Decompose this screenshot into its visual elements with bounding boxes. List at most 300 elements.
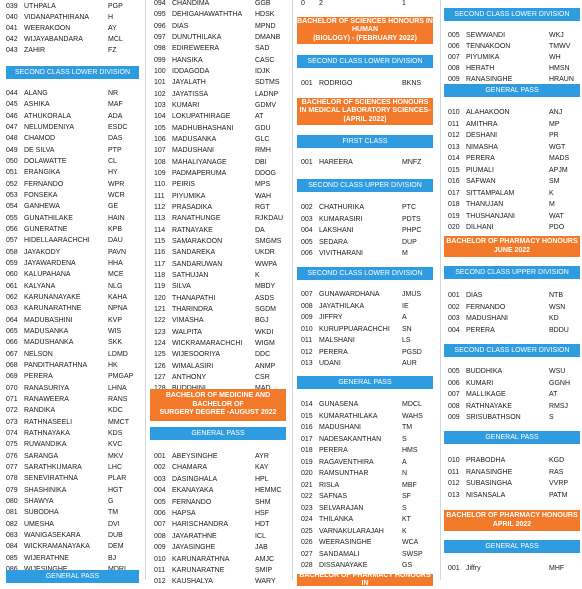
list-item bbox=[148, 89, 291, 100]
list-item bbox=[442, 290, 582, 301]
list-item bbox=[148, 100, 291, 111]
student-number: 115 bbox=[154, 237, 166, 245]
student-initials: ASDS bbox=[255, 294, 275, 302]
student-surname: SRISUBATHSON bbox=[466, 414, 521, 421]
student-initials: PDTS bbox=[402, 215, 421, 223]
list-item bbox=[148, 179, 291, 190]
student-number: 015 bbox=[448, 166, 460, 174]
student-number: 121 bbox=[154, 305, 166, 313]
student-surname: SHASHINIKA bbox=[24, 486, 67, 494]
student-surname: GANHEWA bbox=[24, 203, 60, 211]
student-surname: VIVITHARANI bbox=[319, 250, 363, 257]
list-item bbox=[295, 549, 439, 560]
student-surname: RANDIKA bbox=[24, 407, 56, 415]
student-surname: PEIRIS bbox=[172, 181, 195, 189]
list-item bbox=[0, 133, 145, 144]
student-initials: SGDM bbox=[255, 305, 276, 313]
student-initials: LS bbox=[402, 337, 411, 344]
list-item bbox=[0, 23, 145, 34]
student-initials: JMUS bbox=[402, 291, 422, 298]
program-header: BACHELOR OF SCIENCES HONOURS IN HUMAN (BIOLOGY) - (FEBRUARY 2022) bbox=[297, 17, 433, 44]
student-number: 120 bbox=[154, 294, 166, 302]
student-initials: MBDY bbox=[255, 283, 276, 291]
list-item bbox=[295, 301, 439, 312]
list-item bbox=[442, 199, 582, 210]
student-number: 045 bbox=[6, 101, 18, 109]
list-item bbox=[0, 1, 145, 12]
student-initials: KT bbox=[402, 516, 411, 523]
student-surname: LOKUPATHIRAGE bbox=[172, 113, 231, 121]
student-initials: BDDU bbox=[549, 326, 569, 334]
student-surname: KALYANA bbox=[24, 282, 56, 290]
student-initials: SF bbox=[402, 493, 411, 500]
list-item bbox=[295, 347, 439, 358]
student-surname: ABEYSINGHE bbox=[172, 453, 218, 460]
student-number: 003 bbox=[154, 475, 166, 483]
list-item bbox=[295, 526, 439, 537]
list-item bbox=[442, 389, 582, 400]
student-initials: 1 bbox=[402, 0, 406, 7]
student-initials: HK bbox=[108, 361, 118, 369]
student-number: 126 bbox=[154, 362, 166, 370]
student-surname: KAUSHALYA bbox=[172, 578, 213, 586]
student-number: 078 bbox=[6, 475, 18, 483]
student-initials: MHF bbox=[549, 565, 565, 572]
student-initials: BKNS bbox=[402, 80, 422, 87]
student-initials: UKDR bbox=[255, 249, 275, 257]
student-initials: SMIP bbox=[255, 567, 273, 574]
student-surname: WIJESOORIYA bbox=[172, 351, 221, 359]
student-number: 016 bbox=[301, 424, 313, 431]
student-surname: RATHNAYAKE bbox=[466, 402, 512, 410]
student-surname: THUSHANJANI bbox=[466, 212, 516, 220]
student-number: 010 bbox=[301, 325, 313, 333]
student-surname: WALPITA bbox=[172, 328, 202, 336]
student-number: 104 bbox=[154, 113, 166, 121]
student-number: 047 bbox=[6, 123, 18, 131]
list-item bbox=[295, 537, 439, 548]
list-item bbox=[442, 165, 582, 176]
student-surname: SANDAMALI bbox=[319, 550, 360, 558]
list-item bbox=[148, 225, 291, 236]
list-item bbox=[148, 157, 291, 168]
student-number: 096 bbox=[154, 22, 166, 30]
list-item bbox=[442, 130, 582, 141]
list-item bbox=[148, 0, 291, 9]
student-surname: WEERASINGHE bbox=[319, 539, 372, 546]
student-surname: LAKSHANI bbox=[319, 227, 354, 234]
list-item bbox=[442, 563, 582, 574]
list-item bbox=[0, 201, 145, 212]
student-initials: TM bbox=[108, 509, 119, 517]
list-item bbox=[148, 281, 291, 292]
student-initials: G bbox=[108, 497, 114, 505]
student-initials: S bbox=[402, 435, 407, 443]
list-item bbox=[0, 315, 145, 326]
list-item bbox=[148, 191, 291, 202]
student-surname: JAYASINGHE bbox=[172, 544, 216, 552]
student-surname: MADUSANKA bbox=[24, 327, 69, 335]
student-surname: JAYARATHNE bbox=[172, 532, 217, 540]
student-initials: SN bbox=[402, 325, 412, 333]
list-item bbox=[0, 88, 145, 99]
student-initials: KVP bbox=[108, 316, 123, 324]
list-item bbox=[0, 99, 145, 110]
student-surname: KARUNARATNE bbox=[172, 567, 225, 574]
student-surname: UMESHA bbox=[24, 520, 54, 528]
student-initials: DVI bbox=[108, 520, 120, 528]
student-surname: SANDARUWAN bbox=[172, 260, 223, 268]
student-surname: RAGAVENTHIRA bbox=[319, 458, 374, 466]
student-initials: MNFZ bbox=[402, 159, 422, 166]
student-number: 001 bbox=[154, 453, 166, 460]
list-item bbox=[0, 349, 145, 360]
list-item bbox=[0, 541, 145, 552]
student-initials: KD bbox=[549, 315, 559, 322]
student-surname: MADHUBHASHANI bbox=[172, 124, 234, 132]
student-initials: M bbox=[402, 250, 408, 257]
student-initials: WKJ bbox=[549, 32, 564, 39]
student-initials: MCE bbox=[108, 271, 124, 279]
student-number: 001 bbox=[448, 292, 460, 299]
list-item bbox=[148, 451, 291, 462]
list-item bbox=[148, 565, 291, 576]
student-initials: SAD bbox=[255, 45, 270, 53]
student-initials: RGT bbox=[255, 203, 270, 211]
student-initials: HDSK bbox=[255, 11, 275, 19]
student-surname: RAMSUNTHAR bbox=[319, 470, 369, 477]
student-initials: CL bbox=[108, 157, 117, 165]
list-item bbox=[0, 281, 145, 292]
student-initials: WPR bbox=[108, 180, 125, 188]
student-initials: KDC bbox=[108, 407, 123, 415]
student-surname: RISLA bbox=[319, 481, 340, 489]
list-item bbox=[0, 213, 145, 224]
student-number: 081 bbox=[6, 509, 18, 517]
student-number: 064 bbox=[6, 316, 18, 324]
student-number: 094 bbox=[154, 0, 166, 7]
list-item bbox=[0, 507, 145, 518]
list-item bbox=[0, 360, 145, 371]
student-number: 100 bbox=[154, 67, 166, 75]
student-initials: A bbox=[402, 458, 407, 466]
student-initials: AT bbox=[549, 391, 558, 398]
student-surname: CHAMARA bbox=[172, 464, 208, 472]
student-number: 070 bbox=[6, 384, 18, 392]
list-item bbox=[442, 325, 582, 336]
student-surname: PRABODHA bbox=[466, 457, 506, 464]
section-header: SECOND CLASS LOWER DIVISION bbox=[444, 8, 580, 21]
student-initials: S bbox=[549, 414, 554, 421]
student-initials: KGD bbox=[549, 457, 565, 464]
student-number: 101 bbox=[154, 79, 166, 87]
student-surname: PANDITHARATHNA bbox=[24, 361, 88, 369]
student-initials: HDT bbox=[255, 521, 270, 529]
list-item bbox=[442, 412, 582, 423]
student-initials: KDS bbox=[108, 429, 123, 437]
list-item bbox=[148, 21, 291, 32]
list-item bbox=[148, 134, 291, 145]
student-number: 001 bbox=[301, 159, 313, 166]
student-number: 102 bbox=[154, 90, 166, 98]
student-number: 124 bbox=[154, 339, 166, 347]
student-number: 026 bbox=[301, 539, 313, 546]
program-header: BACHELOR OF MEDICINE AND BACHELOR OF SURGERY DEGREE -AUGUST 2022 bbox=[150, 389, 286, 421]
student-surname: VIDANAPATHIRANA bbox=[24, 14, 90, 21]
student-surname: FERNANDO bbox=[466, 303, 506, 311]
student-number: 028 bbox=[301, 562, 313, 569]
student-initials: K bbox=[549, 189, 554, 197]
student-surname: NADESAKANTHAN bbox=[319, 435, 382, 443]
list-item bbox=[295, 324, 439, 335]
list-item bbox=[148, 66, 291, 77]
column-divider bbox=[440, 0, 441, 580]
student-number: 019 bbox=[301, 458, 313, 466]
student-surname: DILHANI bbox=[466, 224, 494, 231]
list-item bbox=[295, 503, 439, 514]
student-number: 019 bbox=[448, 212, 460, 220]
student-initials: MP bbox=[549, 120, 560, 128]
student-surname: VARNAKULARAJAH bbox=[319, 527, 384, 535]
student-number: 040 bbox=[6, 14, 18, 21]
student-initials: WIGM bbox=[255, 339, 275, 347]
student-surname: FONSEKA bbox=[24, 191, 58, 199]
list-item bbox=[0, 417, 145, 428]
student-number: 056 bbox=[6, 225, 18, 233]
list-item bbox=[295, 312, 439, 323]
list-item bbox=[295, 491, 439, 502]
student-surname: ALANG bbox=[24, 90, 48, 97]
student-number: 002 bbox=[448, 303, 460, 311]
student-number: 071 bbox=[6, 395, 18, 403]
student-initials: SM bbox=[549, 178, 560, 185]
student-number: 009 bbox=[448, 76, 460, 83]
list-item bbox=[0, 247, 145, 258]
student-initials: PDO bbox=[549, 224, 565, 231]
student-surname: JAYALATH bbox=[172, 79, 206, 87]
student-number: 009 bbox=[301, 314, 313, 321]
student-initials: DDC bbox=[255, 351, 271, 359]
student-number: 011 bbox=[448, 468, 460, 476]
student-surname: MADUSHANI bbox=[466, 315, 509, 322]
student-initials: MMCT bbox=[108, 418, 129, 426]
list-item bbox=[442, 467, 582, 478]
list-item bbox=[0, 337, 145, 348]
student-surname: HERATH bbox=[466, 65, 495, 72]
list-item bbox=[148, 293, 291, 304]
student-initials: GE bbox=[108, 203, 119, 211]
student-surname: GUNERATNE bbox=[24, 225, 68, 233]
student-surname: HIDELLAARACHCHI bbox=[24, 237, 90, 245]
student-number: 002 bbox=[301, 204, 313, 211]
student-number: 004 bbox=[154, 487, 166, 495]
list-item bbox=[148, 485, 291, 496]
student-initials: HEMMC bbox=[255, 487, 282, 495]
student-initials: CASC bbox=[255, 56, 275, 64]
student-surname: DE SILVA bbox=[24, 146, 55, 154]
student-surname: HAREERA bbox=[319, 159, 353, 166]
student-number: 007 bbox=[448, 391, 460, 398]
student-surname: WIJAYABANDARA bbox=[24, 36, 83, 43]
section-header: FIRST CLASS bbox=[297, 135, 433, 148]
list-item bbox=[0, 235, 145, 246]
student-surname: TENNAKOON bbox=[466, 43, 511, 50]
student-surname: PIUMALI bbox=[466, 166, 495, 174]
student-surname: VIMASHA bbox=[172, 317, 204, 325]
section-header: SECOND CLASS LOWER DIVISION bbox=[297, 267, 433, 280]
student-number: 053 bbox=[6, 191, 18, 199]
list-item bbox=[0, 485, 145, 496]
student-initials: HMS bbox=[402, 447, 418, 454]
student-surname: UDANI bbox=[319, 360, 341, 367]
student-number: 001 bbox=[448, 565, 460, 572]
student-initials: DMANB bbox=[255, 33, 281, 41]
student-number: 013 bbox=[448, 143, 460, 151]
student-surname: RATHNASEELI bbox=[24, 418, 73, 426]
list-item bbox=[442, 107, 582, 118]
student-initials: DBI bbox=[255, 158, 267, 166]
student-initials: AT bbox=[255, 113, 264, 121]
student-initials: KPB bbox=[108, 225, 123, 233]
student-initials: PR bbox=[549, 132, 559, 139]
student-number: 052 bbox=[6, 180, 18, 188]
list-item bbox=[0, 45, 145, 56]
list-item bbox=[0, 179, 145, 190]
student-initials: ADA bbox=[108, 112, 123, 120]
student-surname: SATHUJAN bbox=[172, 271, 209, 279]
student-initials: MAF bbox=[108, 101, 123, 109]
student-surname: PERERA bbox=[319, 447, 348, 454]
list-item bbox=[442, 302, 582, 313]
student-surname: NELUMDENIYA bbox=[24, 123, 75, 131]
list-item bbox=[295, 434, 439, 445]
student-initials: HSF bbox=[255, 510, 269, 517]
student-initials: DDOG bbox=[255, 169, 276, 177]
student-initials: NLG bbox=[108, 282, 123, 290]
student-surname: SAFNAS bbox=[319, 493, 348, 500]
list-item bbox=[0, 462, 145, 473]
list-item bbox=[295, 445, 439, 456]
student-number: 001 bbox=[301, 80, 313, 87]
student-initials: TM bbox=[402, 424, 413, 431]
student-initials: KAY bbox=[255, 464, 269, 472]
student-surname: SEWWANDI bbox=[466, 32, 506, 39]
student-initials: DA bbox=[255, 226, 265, 234]
student-number: 013 bbox=[301, 360, 313, 367]
student-surname: NIMASHA bbox=[466, 143, 498, 151]
student-surname: JAYAKODY bbox=[24, 248, 61, 256]
student-surname: ZAHIR bbox=[24, 47, 45, 54]
student-surname: PERERA bbox=[319, 348, 348, 356]
list-item bbox=[0, 167, 145, 178]
student-number: 006 bbox=[301, 250, 313, 257]
student-initials: WKDI bbox=[255, 328, 274, 336]
student-number: 057 bbox=[6, 237, 18, 245]
student-surname: PERERA bbox=[24, 373, 53, 381]
student-initials: PAVN bbox=[108, 248, 127, 256]
student-surname: SEDARA bbox=[319, 238, 348, 246]
student-initials: WSU bbox=[549, 368, 566, 375]
student-number: 009 bbox=[448, 414, 460, 421]
list-item bbox=[148, 145, 291, 156]
student-surname: NISANSALA bbox=[466, 491, 506, 499]
student-number: 008 bbox=[448, 65, 460, 72]
student-surname: THANAPATHI bbox=[172, 294, 216, 302]
student-number: 018 bbox=[448, 201, 460, 208]
student-surname: EKANAYAKA bbox=[172, 487, 214, 495]
student-surname: THARINDRA bbox=[172, 305, 213, 313]
student-surname: SARANGA bbox=[24, 452, 59, 460]
student-initials: WAT bbox=[549, 212, 564, 220]
student-number: 068 bbox=[6, 361, 18, 369]
student-initials: APJM bbox=[549, 166, 568, 174]
student-surname: FERNANDO bbox=[24, 180, 64, 188]
student-initials: AY bbox=[108, 25, 117, 32]
student-number: 021 bbox=[301, 481, 313, 489]
student-number: 012 bbox=[448, 132, 460, 139]
section-header: GENERAL PASS bbox=[444, 431, 580, 444]
student-surname: GUNASENA bbox=[319, 401, 359, 408]
list-item bbox=[442, 142, 582, 153]
student-surname: KALUPAHANA bbox=[24, 271, 71, 279]
list-item bbox=[0, 224, 145, 235]
student-initials: MCL bbox=[108, 36, 123, 43]
student-initials: PGSD bbox=[402, 348, 422, 356]
student-initials: DUP bbox=[402, 238, 417, 246]
student-surname: SILVA bbox=[172, 283, 191, 291]
student-surname: DOLAWATTE bbox=[24, 157, 67, 165]
student-number: 095 bbox=[154, 11, 166, 19]
student-surname: AMITHRA bbox=[466, 120, 498, 128]
student-number: 105 bbox=[154, 124, 166, 132]
list-item bbox=[148, 259, 291, 270]
student-surname: THANUJAN bbox=[466, 201, 504, 208]
student-surname: DESHANI bbox=[466, 132, 498, 139]
list-item bbox=[148, 338, 291, 349]
list-item bbox=[295, 411, 439, 422]
list-item bbox=[148, 315, 291, 326]
student-number: 007 bbox=[154, 521, 166, 529]
student-initials: LDMD bbox=[108, 350, 128, 358]
list-item bbox=[295, 237, 439, 248]
student-number: 009 bbox=[154, 544, 166, 552]
student-number: 062 bbox=[6, 293, 18, 301]
list-item bbox=[148, 43, 291, 54]
list-item bbox=[442, 52, 582, 63]
student-initials: N bbox=[402, 470, 408, 477]
student-initials: WCA bbox=[402, 539, 419, 546]
student-initials: LADNP bbox=[255, 90, 279, 98]
student-surname: WICKRAMARACHCHI bbox=[172, 339, 243, 347]
student-number: 085 bbox=[6, 554, 18, 562]
student-number: 055 bbox=[6, 214, 18, 222]
student-initials: MPS bbox=[255, 181, 271, 189]
student-initials: PTC bbox=[402, 204, 416, 211]
student-surname: KURUPPUARACHCHI bbox=[319, 325, 390, 333]
student-number: 050 bbox=[6, 157, 18, 165]
student-surname: MADUBASHINI bbox=[24, 316, 73, 324]
student-initials: SMGMS bbox=[255, 237, 282, 245]
student-surname: DASINGHALA bbox=[172, 475, 218, 483]
program-header: BACHELOR OF PHARMACY HONOURS APRIL 2022 bbox=[444, 510, 580, 531]
student-surname: SHAWYA bbox=[24, 497, 54, 505]
student-initials: AMJC bbox=[255, 555, 275, 563]
student-initials: H bbox=[108, 14, 114, 21]
student-initials: A bbox=[402, 314, 407, 321]
list-item bbox=[148, 111, 291, 122]
student-initials: LHC bbox=[108, 463, 123, 471]
list-item bbox=[0, 394, 145, 405]
